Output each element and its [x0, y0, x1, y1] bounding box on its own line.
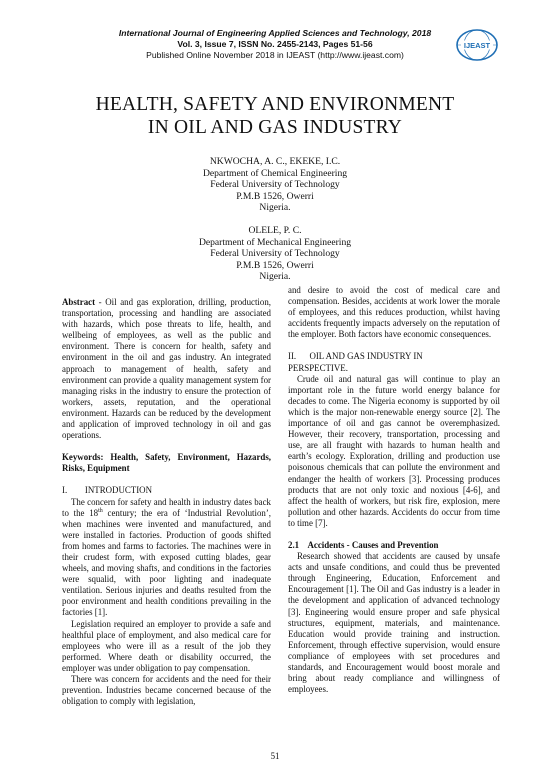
section2-paragraph-1: Crude oil and natural gas will continue to play an important role in the future world energy balance for decades to come. The Nigeria economy is supported by oil which is the major non-renewable energy source [2]. The importance of oil and gas cannot be overemphasized. However, their recovery, transportation, processing and use, are all fraught with hazards to human health and earth’s ecology. Exploration, drilling and production use poisonous chemicals that can pollute the environment and endanger the health of workers [3]. Processing produces products that are not only toxic and noxious [4-6], and affect the health of workers, but risk fire, explosion, mere pollution and other hazards. Accidents do occur from time to time [7].: [288, 373, 500, 528]
author-country: Nigeria.: [259, 202, 291, 214]
abstract-text: - Oil and gas exploration, drilling, production, transportation, processing and handling are associated with hazards, which pose threats to life, health, and wellbeing of employees, as well as the public and environment. There is concern for health, safety and environment in the oil and gas industry. An integrated approach to management of health, safety and environment can provide a quality management system for managing risks in the industry to ensure the protection of workers, assets, reputation, and the operational environment. Hazards can be reduced by the development and application of improved technology in oil and gas operations.: [62, 297, 271, 441]
logo-text: IJEAST: [463, 41, 491, 50]
author-address: P.M.B 1526, Owerri: [236, 259, 314, 271]
intro-p1-sup: th: [98, 507, 103, 514]
keywords: [62, 452, 271, 474]
journal-header: [60, 28, 490, 61]
keywords-label: Keywords:: [62, 452, 104, 463]
keywords-text: Health, Safety, Environment, Hazards, Risks, Equipment: [62, 452, 271, 474]
subsection-paragraph-1: Research showed that accidents are caused by unsafe acts and unsafe conditions, and could thus be prevented through Engineering, Education, Enforcement and Encouragement [1]. The Oil and Gas industry is a leader in the development and application of advanced technology [3]. Engineering would ensure proper and safe physical structures, equipment, materials, and maintenance. Education would provide training and instruction. Enforcement, through effective supervision, would ensure compliance of employees with set procedures and standards, and Encouragement would boost morale and bring about ready compliance and willingness of employees.: [288, 551, 500, 695]
continued-paragraph: and desire to avoid the cost of medical care and compensation. Besides, accidents at work lower the morale of employees, and this reduces production, whilst having accidents frequently impacts adversely on the reputation of the employer. Both factors have economic consequences.: [288, 285, 500, 340]
author-university: Federal University of Technology: [210, 248, 340, 260]
author-block-1: [100, 156, 450, 214]
intro-p1-end: century; the era of ‘Industrial Revolution’, when machines were invented and manufactured, and were installed in factories. Production of goods shifted from homes and farms to factories. The machines were in their crudest form, with exposed cutting blades, gear wheels, and moving shafts, and conditions in the factories were squalid, with poor lighting and inadequate ventilation. Serious injuries and deaths resulted from the poor environment and health conditions prevailing in the factories [1].: [62, 507, 272, 618]
journal-publication: Published Online November 2018 in IJEAST (http://www.ijeast.com): [146, 50, 404, 60]
right-column: [288, 285, 500, 695]
left-column: [62, 297, 271, 707]
intro-paragraph-1: [62, 497, 271, 619]
author-names: NKWOCHA, A. C., EKEKE, I.C.: [209, 156, 341, 167]
journal-name: International Journal of Engineering Applied Sciences and Technology, 2018: [118, 28, 432, 38]
author-department: Department of Chemical Engineering: [202, 167, 348, 179]
intro-paragraph-2: Legislation required an employer to provide a safe and healthful place of employment, and also medical care for employees who were ill as a result of the job they performed. Where death or disability occurred, the employer was under obligation to pay compensation.: [62, 618, 271, 673]
section-heading-oil-gas: II. OIL AND GAS INDUSTRY IN: [288, 351, 423, 362]
paper-title: [40, 93, 510, 139]
abstract-label: Abstract: [62, 297, 96, 307]
intro-p1-start: The concern for safety and health in industry dates back to the 18: [62, 496, 271, 518]
journal-volume: Vol. 3, Issue 7, ISSN No. 2455-2143, Pages 51-56: [177, 39, 373, 49]
intro-paragraph-3: There was concern for accidents and the need for their prevention. Industries became concerned because of the obligation to comply with legislation,: [62, 674, 271, 707]
section-heading-introduction: I. INTRODUCTION: [62, 485, 152, 496]
author-department: Department of Mechanical Engineering: [198, 236, 352, 248]
author-address: P.M.B 1526, Owerri: [236, 190, 314, 202]
title-line-2: IN OIL AND GAS INDUSTRY: [147, 117, 403, 138]
author-university: Federal University of Technology: [210, 179, 340, 191]
subsection-heading-accidents: 2.1 Accidents - Causes and Prevention: [288, 539, 439, 550]
author-country: Nigeria.: [259, 271, 291, 283]
author-names: OLELE, P. C.: [248, 225, 302, 236]
title-line-1: HEALTH, SAFETY AND ENVIRONMENT: [95, 94, 455, 115]
author-block-2: [100, 225, 450, 283]
abstract: [62, 297, 271, 441]
ijeast-logo: [455, 28, 499, 62]
section-heading-oil-gas-cont: PERSPECTIVE.: [288, 362, 348, 373]
page-number: 51: [270, 751, 280, 761]
